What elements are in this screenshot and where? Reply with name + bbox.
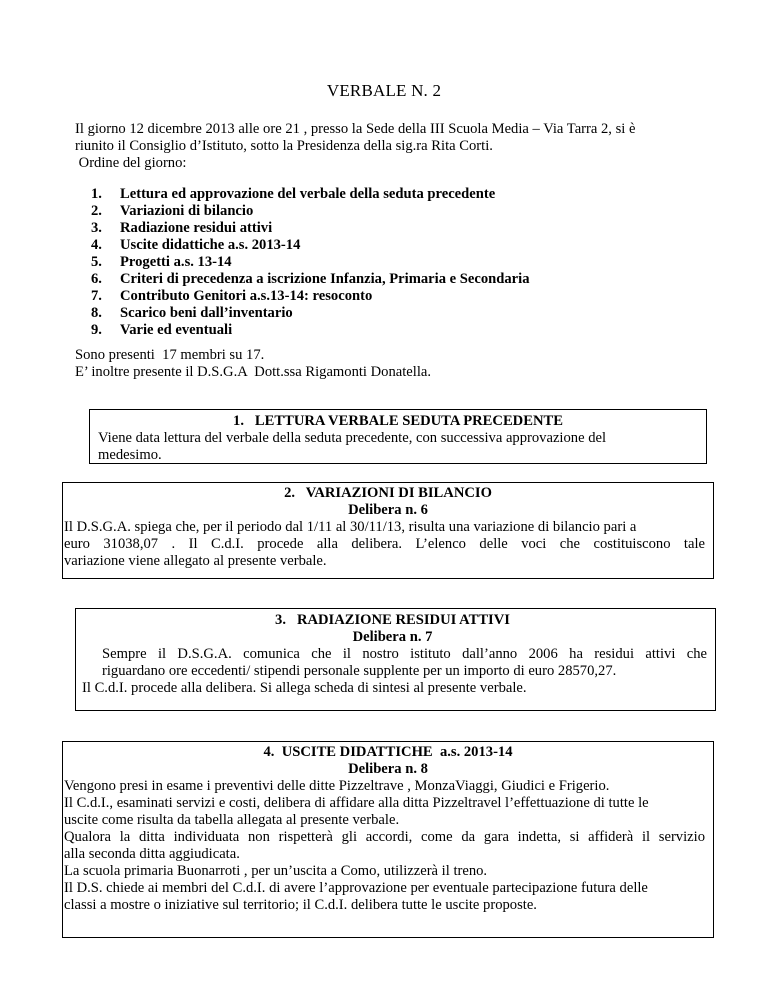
section-4-text: Vengono presi in esame i preventivi delle ditte Pizzeltrave , MonzaViaggi, Giudici e Frigerio. [64,778,610,794]
agenda-item-number: 8. [91,305,102,321]
agenda-item-number: 2. [91,203,102,219]
section-3-text: riguardano ore eccedenti/ stipendi personale supplente per un importo di euro 28570,27. [102,663,617,679]
section-4-heading: 4. USCITE DIDATTICHE a.s. 2013-14 [263,744,513,760]
section-4-text: classi a mostre o iniziative sul territorio; il C.d.I. delibera tutte le uscite proposte. [64,897,537,913]
agenda-item [91,254,651,271]
attendance-paragraph [75,347,715,381]
agenda-item [91,203,651,220]
section-3-text: Sempre il D.S.G.A. comunica che il nostro istituto dall’anno 2006 ha residui attivi che [102,646,707,662]
agenda-item-text: Progetti a.s. 13-14 [120,254,232,270]
agenda-item-number: 5. [91,254,102,270]
section-2-text: Il D.S.G.A. spiega che, per il periodo dal 1/11 al 30/11/13, risulta una variazione di bilancio pari a [64,519,637,535]
intro-line: Il giorno 12 dicembre 2013 alle ore 21 , presso la Sede della III Scuola Media – Via Tarra 2, si è [75,121,636,137]
agenda-item-number: 9. [91,322,102,338]
agenda-item-text: Uscite didattiche a.s. 2013-14 [120,237,301,253]
section-3-heading: 3. RADIAZIONE RESIDUI ATTIVI [275,612,510,628]
agenda-item-number: 3. [91,220,102,236]
section-1-text: Viene data lettura del verbale della seduta precedente, con successiva approvazione del [98,430,607,446]
attendance-line: E’ inoltre presente il D.S.G.A Dott.ssa Rigamonti Donatella. [75,364,431,380]
agenda-item-number: 7. [91,288,102,304]
section-1-heading: 1. LETTURA VERBALE SEDUTA PRECEDENTE [233,413,563,429]
agenda-item-number: 6. [91,271,102,287]
section-4-text: Qualora la ditta individuata non rispetterà gli accordi, come da gara indetta, si affiderà il servizio [64,829,705,845]
section-3-text: Il C.d.I. procede alla delibera. Si allega scheda di sintesi al presente verbale. [82,680,527,696]
agenda-item [91,220,651,237]
section-4-text: La scuola primaria Buonarroti , per un’uscita a Como, utilizzerà il treno. [64,863,488,879]
section-4-text: uscite come risulta da tabella allegata al presente verbale. [64,812,400,828]
agenda-item-number: 4. [91,237,102,253]
section-2-box [62,482,714,579]
section-2-text: variazione viene allegato al presente verbale. [64,553,327,569]
section-4-text: Il D.S. chiede ai membri del C.d.I. di avere l’approvazione per eventuale partecipazione futura delle [64,880,648,896]
section-4-text: alla seconda ditta aggiudicata. [64,846,240,862]
section-2-delibera: Delibera n. 6 [348,502,428,518]
section-4-text: Il C.d.I., esaminati servizi e costi, delibera di affidare alla ditta Pizzeltravel l’effettuazione di tutte le [64,795,649,811]
agenda-item [91,305,651,322]
agenda-item [91,322,651,339]
document-title: VERBALE N. 2 [326,81,442,100]
agenda-item-text: Varie ed eventuali [120,322,233,338]
agenda-item-text: Criteri di precedenza a iscrizione Infanzia, Primaria e Secondaria [120,271,530,287]
agenda-item [91,237,651,254]
agenda-item [91,288,651,305]
intro-line: riunito il Consiglio d’Istituto, sotto la Presidenza della sig.ra Rita Corti. [75,138,493,154]
agenda-item-text: Variazioni di bilancio [120,203,254,219]
intro-paragraph [75,121,715,172]
agenda-item-text: Scarico beni dall’inventario [120,305,293,321]
section-3-delibera: Delibera n. 7 [352,629,433,645]
agenda-item [91,271,651,288]
agenda-item-text: Radiazione residui attivi [120,220,273,236]
section-1-box [89,409,707,464]
agenda-item [91,186,651,203]
agenda-item-text: Contributo Genitori a.s.13-14: resoconto [120,288,373,304]
attendance-line: Sono presenti 17 membri su 17. [75,347,265,363]
section-2-text: euro 31038,07 . Il C.d.I. procede alla delibera. L’elenco delle voci che costituiscono tale [64,536,705,552]
agenda-item-text: Lettura ed approvazione del verbale della seduta precedente [120,186,496,202]
agenda-heading: Ordine del giorno: [75,155,187,171]
section-4-delibera: Delibera n. 8 [348,761,428,777]
section-2-heading: 2. VARIAZIONI DI BILANCIO [284,485,492,501]
section-1-text: medesimo. [98,447,162,463]
section-4-box [62,741,714,938]
agenda-list [91,186,651,339]
agenda-item-number: 1. [91,186,102,202]
section-3-box [75,608,716,711]
